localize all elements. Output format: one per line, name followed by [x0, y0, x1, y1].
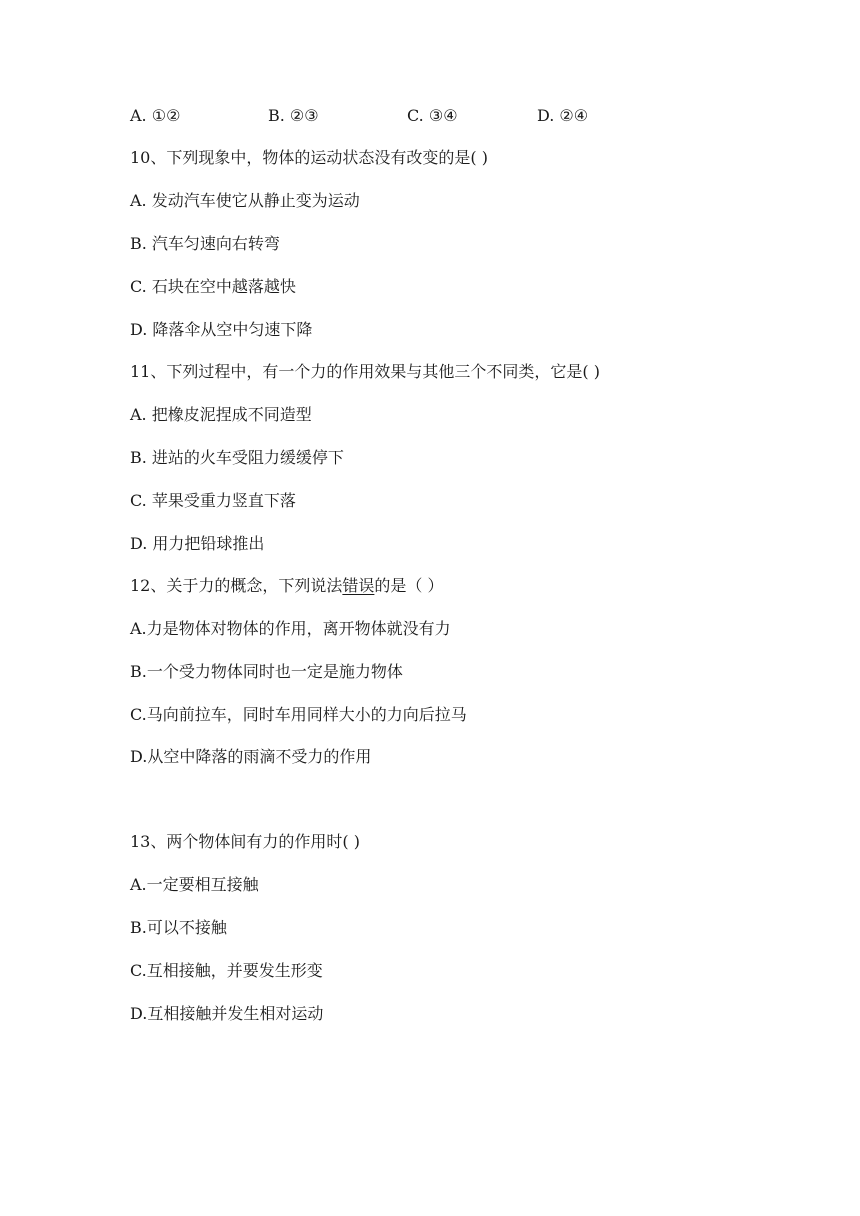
q11-stem: 11、下列过程中，有一个力的作用效果与其他三个不同类，它是( )	[130, 362, 600, 381]
q11-option-c: C. 苹果受重力竖直下落	[130, 491, 296, 510]
q12-stem-post: 的是（ ）	[374, 576, 444, 595]
q10-option-c: C. 石块在空中越落越快	[130, 277, 296, 296]
q9-option-a: A. ①②	[130, 106, 181, 125]
q12-stem	[130, 576, 443, 596]
q11-option-d: D. 用力把铅球推出	[130, 534, 265, 553]
q13-option-d: D.互相接触并发生相对运动	[130, 1004, 324, 1023]
q11-option-b: B. 进站的火车受阻力缓缓停下	[130, 448, 344, 467]
q12-stem-emphasis: 错误	[342, 576, 375, 595]
q9-option-b: B. ②③	[268, 106, 319, 125]
q13-option-c: C.互相接触，并要发生形变	[130, 961, 323, 980]
q12-option-a: A.力是物体对物体的作用，离开物体就没有力	[130, 619, 451, 638]
q12-stem-pre: 12、关于力的概念，下列说法	[130, 576, 343, 595]
q13-option-a: A.一定要相互接触	[130, 875, 259, 894]
q9-option-d: D. ②④	[537, 106, 589, 125]
q12-option-d: D.从空中降落的雨滴不受力的作用	[130, 747, 372, 766]
q12-option-b: B.一个受力物体同时也一定是施力物体	[130, 662, 403, 681]
q9-options-row	[0, 106, 860, 126]
q9-option-c: C. ③④	[407, 106, 458, 125]
q10-stem: 10、下列现象中，物体的运动状态没有改变的是( )	[130, 148, 488, 167]
q11-option-a: A. 把橡皮泥捏成不同造型	[130, 405, 312, 424]
q12-option-c: C.马向前拉车，同时车用同样大小的力向后拉马	[130, 705, 467, 724]
q13-stem: 13、两个物体间有力的作用时( )	[130, 832, 360, 851]
q10-option-b: B. 汽车匀速向右转弯	[130, 234, 280, 253]
q13-option-b: B.可以不接触	[130, 918, 227, 937]
q10-option-d: D. 降落伞从空中匀速下降	[130, 320, 313, 339]
q10-option-a: A. 发动汽车使它从静止变为运动	[130, 191, 360, 210]
